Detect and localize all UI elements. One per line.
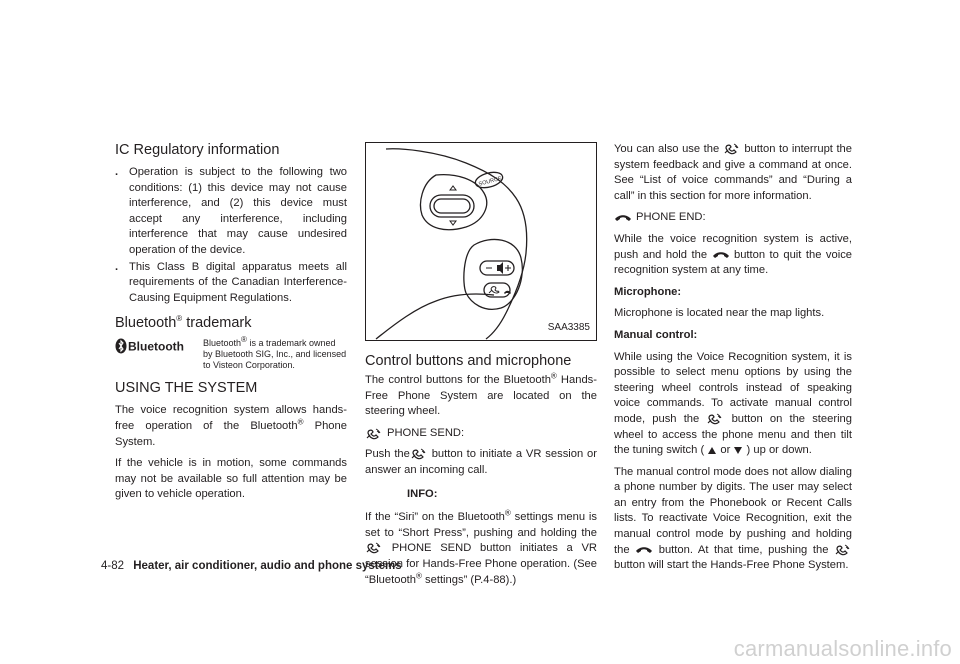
phone-end-paragraph: While the voice recognition system is active, push and hold the button to quit the voice recognition system at any time. [614, 232, 853, 277]
down-triangle-icon [733, 446, 743, 455]
page-footer [101, 560, 402, 572]
phone-send-label-row [365, 426, 597, 442]
interrupt-paragraph: You can also use the button to interrupt the system feedback and give a command at once. See “List of voice commands” and “During a call” in this section for more information. [614, 143, 852, 202]
section-title: Heater, air conditioner, audio and phone systems [133, 560, 402, 572]
info-paragraph: If the “Siri” on the Bluetooth® settings menu is set to “Short Press”, pushing and holding the PHONE SEND button initiates a VR session for Hands-Free Phone operation. (See “Bluetooth® settings” (P.4-88).) [365, 508, 597, 586]
microphone-paragraph: Microphone is located near the map lights. [614, 307, 825, 320]
phone-send-icon [410, 448, 428, 460]
svg-text:Bluetooth: Bluetooth [128, 339, 184, 354]
phone-send-icon [706, 413, 724, 425]
phone-end-label: PHONE END: [636, 211, 706, 224]
phone-end-icon [635, 545, 653, 555]
page-number: 4-82 [101, 560, 125, 572]
phone-end-icon [712, 250, 730, 260]
list-item: . Operation is subject to the following two conditions: (1) this device may not cause interference, and (2) this device must accept any interference, including interference that may cause undesired operation of the device. [115, 166, 347, 256]
push-paragraph: Push the button to initiate a VR session or answer an incoming call. [365, 448, 597, 476]
control-buttons-heading: Control buttons and microphone [365, 353, 572, 369]
motion-paragraph: If the vehicle is in motion, some commands may not be available so full attention may be given to vehicle operation. [115, 457, 347, 501]
phone-send-icon [365, 542, 383, 554]
phone-end-label-row [614, 210, 852, 226]
steering-wheel-figure [365, 142, 597, 341]
bluetooth-logo-icon [115, 338, 195, 354]
middle-column [365, 142, 597, 594]
figure-label: SAA3385 [547, 322, 590, 334]
watermark: carmanualsonline.info [733, 636, 952, 661]
info-label: INFO: [407, 487, 438, 500]
svg-text:SOURCE: SOURCE [478, 175, 503, 188]
phone-end-icon [614, 213, 632, 223]
phone-send-icon [834, 544, 852, 556]
bluetooth-trademark-block [115, 335, 347, 371]
manual-control-paragraph-2: The manual control mode does not allow dialing a phone number by digits. The user may select an entry from the Phonebook or Recent Calls lists. To reactivate Voice Recognition, exit the manual control mode by pushing and holding the button. At that time, pushing the button will start the Hands-Free Phone System. [614, 465, 852, 572]
control-paragraph: The control buttons for the Bluetooth® Hands-Free Phone System are located on the steering wheel. [365, 371, 597, 418]
right-column [614, 142, 852, 580]
manual-control-paragraph: While using the Voice Recognition system, it is possible to select menu options by using the steering wheel controls instead of speaking voice commands. To activate manual control mode, push the button on the steering wheel to access the phone menu and then tilt the tuning switch ( or ) up or down. [614, 350, 852, 457]
list-item: . This Class B digital apparatus meets all requirements of the Canadian Interference-Causing Equipment Regulations. [115, 260, 347, 304]
bluetooth-trademark-heading: Bluetooth® trademark [115, 314, 252, 332]
using-paragraph: The voice recognition system allows hands-free operation of the Bluetooth® Phone System. [115, 404, 347, 448]
up-triangle-icon [707, 446, 717, 455]
using-the-system-heading: USING THE SYSTEM [115, 380, 258, 397]
manual-control-heading: Manual control: [614, 328, 698, 341]
left-column [115, 141, 347, 509]
phone-send-icon [723, 143, 741, 155]
phone-send-label: PHONE SEND: [387, 426, 465, 439]
bluetooth-trademark-note: Bluetooth® is a trademark owned by Bluetooth SIG, Inc., and licensed to Visteon Corporation. [203, 335, 347, 371]
ic-regulatory-heading: IC Regulatory information [115, 142, 280, 158]
microphone-heading: Microphone: [614, 285, 682, 298]
phone-send-icon [365, 428, 383, 440]
